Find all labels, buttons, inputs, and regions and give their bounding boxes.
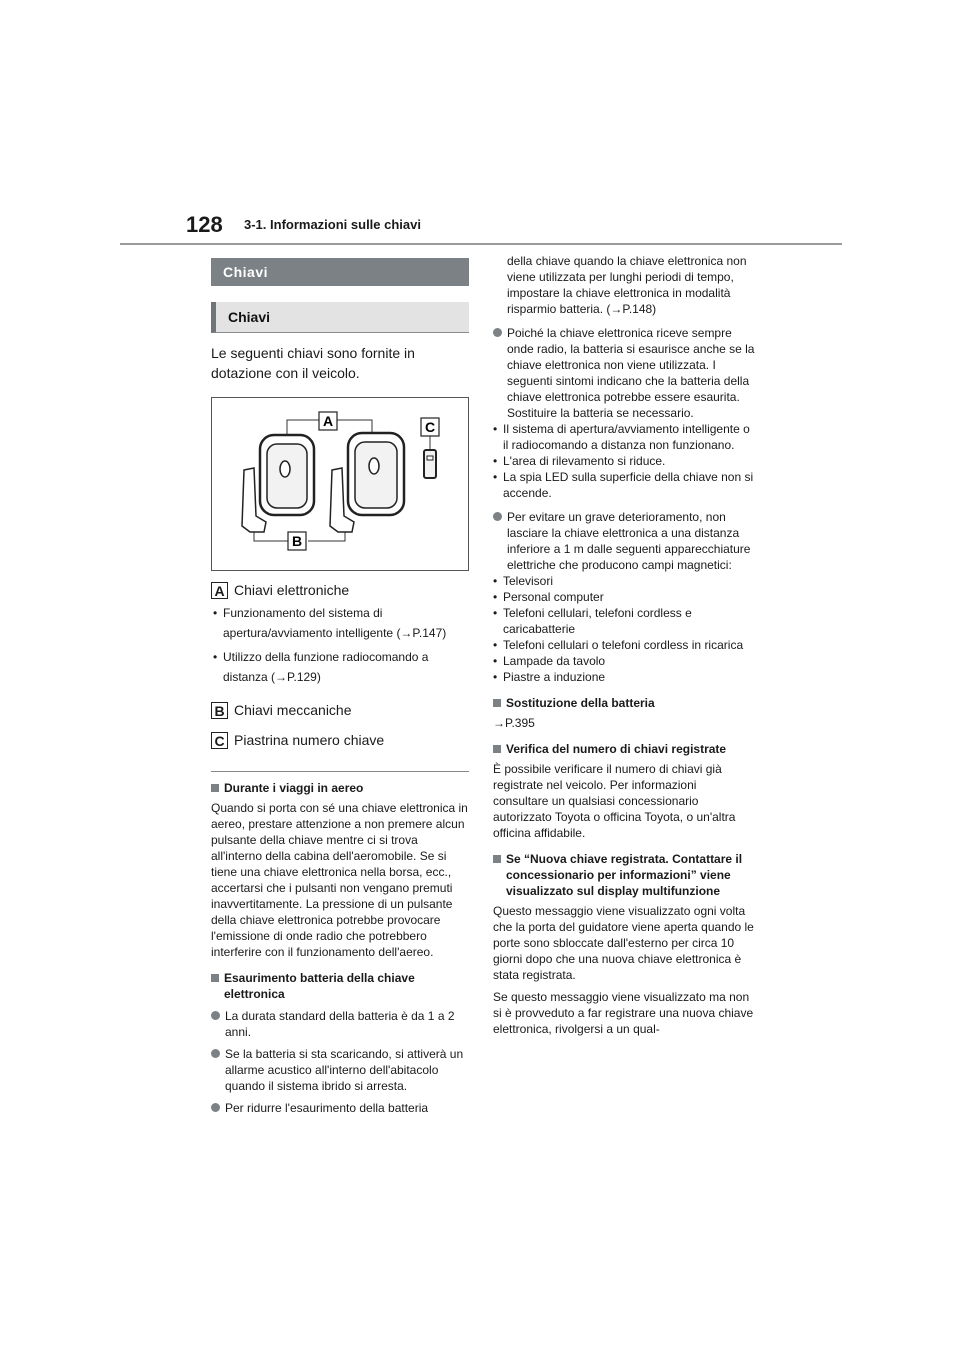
legend-text: Chiavi elettroniche [234, 582, 350, 598]
legend-letter: C [211, 732, 228, 749]
bullet-item: • Funzionamento del sistema di apertura/avviamento intelligente (→P.147) [213, 606, 447, 640]
note-text: Quando si porta con sé una chiave elettronica in aereo, prestare attenzione a non premere alcun pulsante della chiave mentre ci si trova all'interno della cabina dell'aeromobile. Se si tiene una chiave elettronica nella borsa, ecc., accertarsi che i pulsanti non vengano premuti inavvertitamente. La pressione di un pulsante della chiave elettronica potrebbe provocare l'emissione di onde radio che potrebbero interferire con il funzionamento dell'aereo. [211, 801, 468, 959]
sub-item: • Il sistema di apertura/avviamento intelligente o il radiocomando a distanza non funzionano. [493, 422, 750, 452]
key-number-plate [424, 450, 436, 478]
list-item: La durata standard della batteria è da 1 a 2 anni. [211, 1008, 469, 1040]
sub-item: • Televisori [493, 574, 554, 588]
heading-sub: Chiavi [211, 302, 469, 333]
circle-bullet-icon [493, 512, 502, 521]
note-heading: Se “Nuova chiave registrata. Contattare il concessionario per informazioni” viene visualizzato sul display multifunzione [493, 851, 755, 899]
legend-letter: A [211, 582, 228, 599]
legend-text: Piastrina numero chiave [234, 732, 385, 748]
sub-item: • Personal computer [493, 590, 604, 604]
note-heading: Durante i viaggi in aereo [211, 780, 469, 796]
square-bullet-icon [211, 974, 219, 982]
sub-item: • L'area di rilevamento si riduce. [493, 454, 666, 468]
heading-main: Chiavi [211, 258, 469, 286]
note-text: Se questo messaggio viene visualizzato ma non si è provveduto a far registrare una nuova chiave elettronica, rivolgersi a un qual- [493, 990, 754, 1036]
figure-label-a: A [322, 413, 334, 429]
page-number: 128 [186, 212, 223, 237]
bullet-item: • Utilizzo della funzione radiocomando a distanza (→P.129) [213, 650, 429, 684]
list-item: Se la batteria si sta scaricando, si attiverà un allarme acustico all'interno dell'abitacolo quando il sistema ibrido si arresta. [211, 1046, 469, 1094]
square-bullet-icon [493, 855, 501, 863]
header-rule [120, 243, 842, 245]
note-heading: Verifica del numero di chiavi registrate [493, 741, 755, 757]
section-title: 3-1. Informazioni sulle chiavi [244, 217, 421, 232]
list-item: Poiché la chiave elettronica riceve sempre onde radio, la batteria si esaurisce anche se la chiave elettronica non viene utilizzata. I seguenti sintomi indicano che la batteria della chiave elettronica potrebbe essere esaurita. Sostituire la batteria se necessario. [493, 325, 755, 421]
sub-item: • Piastre a induzione [493, 670, 606, 684]
right-column [493, 253, 755, 1037]
sub-item: • Telefoni cellulari o telefoni cordless in ricarica [493, 638, 744, 652]
separator [211, 771, 469, 772]
circle-bullet-icon [211, 1049, 220, 1058]
circle-bullet-icon [211, 1011, 220, 1020]
legend-c [211, 731, 469, 749]
electronic-key-1 [242, 435, 314, 532]
keys-illustration [212, 398, 468, 570]
list-item: Per ridurre l'esaurimento della batteria [211, 1100, 469, 1116]
keys-figure [211, 397, 469, 571]
sub-item: • Lampade da tavolo [493, 654, 606, 668]
square-bullet-icon [493, 745, 501, 753]
legend-letter: B [211, 702, 228, 719]
intro-text: Le seguenti chiavi sono fornite in dotazione con il veicolo. [211, 345, 415, 381]
figure-label-c: C [424, 419, 436, 435]
note-heading: Sostituzione della batteria [493, 695, 755, 711]
circle-bullet-icon [493, 328, 502, 337]
sub-item: • La spia LED sulla superficie della chiave non si accende. [493, 470, 754, 500]
figure-label-b: B [291, 533, 303, 549]
legend-text: Chiavi meccaniche [234, 702, 352, 718]
electronic-key-2 [330, 433, 404, 532]
note-text: È possibile verificare il numero di chiavi già registrate nel veicolo. Per informazioni consultare un qualsiasi concessionario autorizzato Toyota o officina Toyota, o un'altra officina affidabile. [493, 762, 736, 840]
list-item: Per evitare un grave deterioramento, non lasciare la chiave elettronica a una distanza inferiore a 1 m dalle seguenti apparecchiature elettriche che producono campi magnetici: [493, 509, 755, 573]
square-bullet-icon [211, 784, 219, 792]
note-text: →P.395 [493, 716, 535, 730]
circle-bullet-icon [211, 1103, 220, 1112]
left-column [211, 258, 469, 1116]
sub-item: • Telefoni cellulari, telefoni cordless e caricabatterie [493, 606, 692, 636]
legend-a [211, 581, 469, 599]
note-heading: Esaurimento batteria della chiave elettronica [211, 970, 469, 1002]
note-text: Questo messaggio viene visualizzato ogni volta che la porta del guidatore viene aperta quando le porte sono sbloccate dall'esterno per circa 10 giorni dopo che una nuova chiave elettronica è stata registrata. [493, 904, 754, 982]
square-bullet-icon [493, 699, 501, 707]
continued-text: della chiave quando la chiave elettronica non viene utilizzata per lunghi periodi di tempo, impostare la chiave elettronica in modalità risparmio batteria. (→P.148) [507, 254, 747, 316]
legend-b [211, 701, 469, 719]
